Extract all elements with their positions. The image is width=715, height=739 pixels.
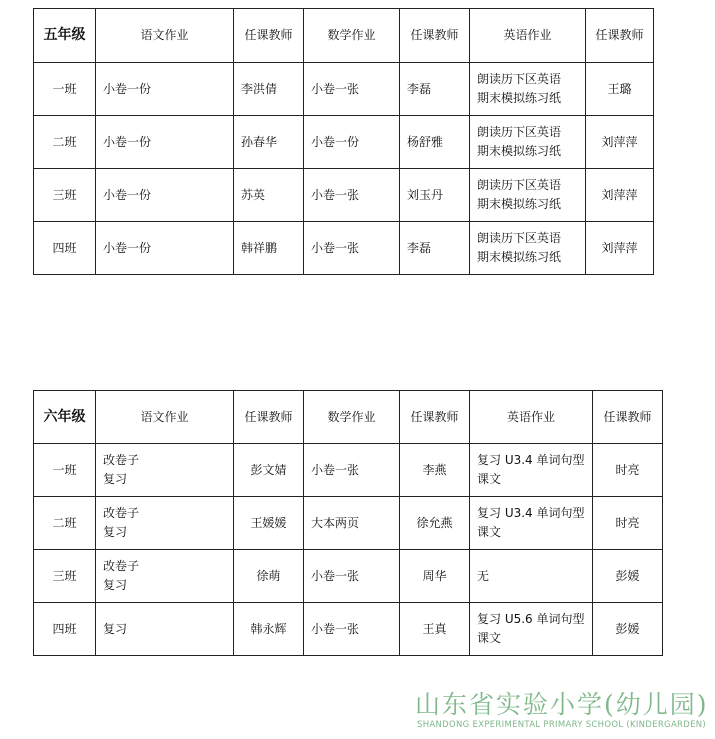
chinese-homework-cell: 小卷一份	[96, 63, 234, 116]
column-header: 英语作业	[470, 391, 593, 444]
math-homework-cell: 小卷一张	[304, 444, 400, 497]
table-row	[34, 550, 663, 603]
column-header: 任课教师	[234, 9, 304, 63]
english-homework-cell: 复习 U3.4 单词句型 课文	[470, 444, 593, 497]
chinese-homework-cell: 小卷一份	[96, 169, 234, 222]
math-homework-cell: 小卷一张	[304, 169, 400, 222]
teacher-cell: 杨舒雅	[400, 116, 470, 169]
column-header: 任课教师	[400, 391, 470, 444]
grade6-homework-table	[33, 390, 663, 656]
grade-heading: 六年级	[34, 391, 96, 444]
teacher-cell: 周华	[400, 550, 470, 603]
math-homework-cell: 小卷一张	[304, 63, 400, 116]
english-homework-cell: 朗读历下区英语 期末模拟练习纸	[470, 116, 586, 169]
chinese-homework-cell: 改卷子 复习	[96, 444, 234, 497]
chinese-homework-cell: 小卷一份	[96, 116, 234, 169]
teacher-cell: 刘萍萍	[586, 222, 654, 275]
chinese-homework-cell: 改卷子 复习	[96, 550, 234, 603]
table-row	[34, 222, 654, 275]
teacher-cell: 李磊	[400, 222, 470, 275]
teacher-cell: 孙春华	[234, 116, 304, 169]
column-header: 任课教师	[400, 9, 470, 63]
teacher-cell: 刘萍萍	[586, 116, 654, 169]
column-header: 任课教师	[234, 391, 304, 444]
chinese-homework-cell: 改卷子 复习	[96, 497, 234, 550]
teacher-cell: 刘玉丹	[400, 169, 470, 222]
teacher-cell: 王真	[400, 603, 470, 656]
class-cell: 四班	[34, 603, 96, 656]
table-row	[34, 169, 654, 222]
table-header-row	[34, 9, 654, 63]
teacher-cell: 徐允燕	[400, 497, 470, 550]
teacher-cell: 李燕	[400, 444, 470, 497]
class-cell: 二班	[34, 116, 96, 169]
math-homework-cell: 小卷一张	[304, 603, 400, 656]
math-homework-cell: 小卷一份	[304, 116, 400, 169]
teacher-cell: 苏英	[234, 169, 304, 222]
teacher-cell: 徐萌	[234, 550, 304, 603]
teacher-cell: 彭文婧	[234, 444, 304, 497]
class-cell: 一班	[34, 63, 96, 116]
teacher-cell: 时亮	[593, 497, 663, 550]
school-name-english: SHANDONG EXPERIMENTAL PRIMARY SCHOOL (KINDERGARDEN)	[417, 720, 707, 730]
column-header: 语文作业	[96, 9, 234, 63]
class-cell: 一班	[34, 444, 96, 497]
english-homework-cell: 朗读历下区英语 期末模拟练习纸	[470, 222, 586, 275]
english-homework-cell: 朗读历下区英语 期末模拟练习纸	[470, 63, 586, 116]
column-header: 数学作业	[304, 9, 400, 63]
english-homework-cell: 无	[470, 550, 593, 603]
table-header-row	[34, 391, 663, 444]
column-header: 任课教师	[593, 391, 663, 444]
teacher-cell: 李磊	[400, 63, 470, 116]
english-homework-cell: 复习 U5.6 单词句型 课文	[470, 603, 593, 656]
grade-heading: 五年级	[34, 9, 96, 63]
english-homework-cell: 朗读历下区英语 期末模拟练习纸	[470, 169, 586, 222]
column-header: 英语作业	[470, 9, 586, 63]
class-cell: 三班	[34, 550, 96, 603]
column-header: 语文作业	[96, 391, 234, 444]
table-row	[34, 116, 654, 169]
teacher-cell: 韩祥鹏	[234, 222, 304, 275]
teacher-cell: 刘萍萍	[586, 169, 654, 222]
table-row	[34, 603, 663, 656]
teacher-cell: 李洪倩	[234, 63, 304, 116]
math-homework-cell: 大本两页	[304, 497, 400, 550]
table-row	[34, 497, 663, 550]
class-cell: 四班	[34, 222, 96, 275]
chinese-homework-cell: 小卷一份	[96, 222, 234, 275]
column-header: 任课教师	[586, 9, 654, 63]
teacher-cell: 彭媛	[593, 603, 663, 656]
chinese-homework-cell: 复习	[96, 603, 234, 656]
grade5-homework-table	[33, 8, 654, 275]
teacher-cell: 彭媛	[593, 550, 663, 603]
class-cell: 三班	[34, 169, 96, 222]
english-homework-cell: 复习 U3.4 单词句型 课文	[470, 497, 593, 550]
column-header: 数学作业	[304, 391, 400, 444]
school-logo-watermark	[415, 690, 709, 734]
teacher-cell: 王璐	[586, 63, 654, 116]
teacher-cell: 时亮	[593, 444, 663, 497]
class-cell: 二班	[34, 497, 96, 550]
table-row	[34, 63, 654, 116]
math-homework-cell: 小卷一张	[304, 222, 400, 275]
math-homework-cell: 小卷一张	[304, 550, 400, 603]
table-row	[34, 444, 663, 497]
school-name-chinese: 山东省实验小学(幼儿园)	[415, 690, 709, 719]
teacher-cell: 韩永辉	[234, 603, 304, 656]
teacher-cell: 王媛媛	[234, 497, 304, 550]
